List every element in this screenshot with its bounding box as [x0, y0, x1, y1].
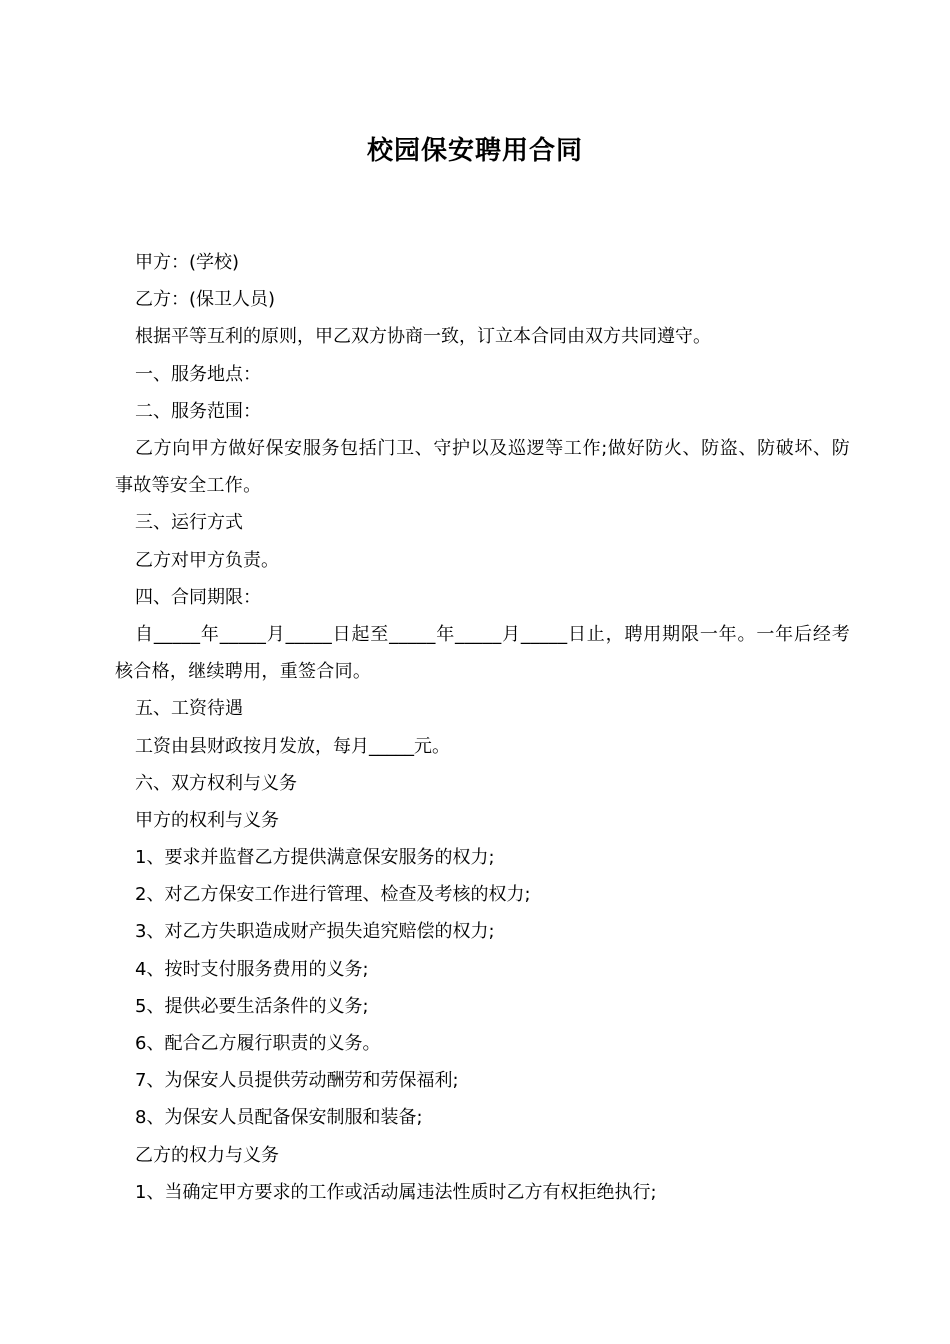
list-item: 8、为保安人员配备保安制服和装备;: [135, 1107, 423, 1129]
list-item: 7、为保安人员提供劳动酬劳和劳保福利;: [135, 1070, 459, 1092]
section-heading-service-location: 一、服务地点：: [135, 363, 261, 385]
list-item: 5、提供必要生活条件的义务;: [135, 995, 369, 1017]
operation-mode-paragraph: 乙方对甲方负责。: [135, 549, 279, 571]
section-heading-salary: 五、工资待遇: [135, 698, 243, 720]
list-item: 6、配合乙方履行职责的义务。: [135, 1033, 381, 1054]
section-heading-contract-term: 四、合同期限：: [135, 586, 261, 608]
document-title: 校园保安聘用合同: [366, 136, 583, 166]
list-item: 4、按时支付服务费用的义务;: [135, 958, 369, 980]
document-body: [115, 244, 850, 1211]
party-a-rights-heading: 甲方的权利与义务: [135, 809, 279, 831]
contract-term-paragraph: 自_____年_____月_____日起至_____年_____月_____日止，聘用期限一年。一年后经考核合格，继续聘用，重签合同。: [115, 623, 850, 683]
salary-paragraph: 工资由县财政按月发放，每月_____元。: [135, 735, 450, 757]
list-item: 1、当确定甲方要求的工作或活动属违法性质时乙方有权拒绝执行;: [135, 1181, 657, 1203]
service-scope-paragraph: 乙方向甲方做好保安服务包括门卫、守护以及巡逻等工作;做好防火、防盗、防破坏、防事故等安全工作。: [115, 437, 850, 497]
party-b-rights-heading: 乙方的权力与义务: [135, 1144, 279, 1166]
list-item: 2、对乙方保安工作进行管理、检查及考核的权力;: [135, 884, 531, 906]
list-item: 1、要求并监督乙方提供满意保安服务的权力;: [135, 847, 495, 869]
preamble-paragraph: 根据平等互利的原则，甲乙双方协商一致，订立本合同由双方共同遵守。: [135, 326, 711, 348]
party-a-line: 甲方：(学校): [135, 252, 240, 273]
section-heading-rights-obligations: 六、双方权利与义务: [135, 772, 297, 794]
party-b-line: 乙方：(保卫人员): [135, 289, 276, 311]
section-heading-service-scope: 二、服务范围：: [135, 400, 261, 422]
section-heading-operation-mode: 三、运行方式: [135, 512, 243, 534]
list-item: 3、对乙方失职造成财产损失追究赔偿的权力;: [135, 921, 495, 943]
